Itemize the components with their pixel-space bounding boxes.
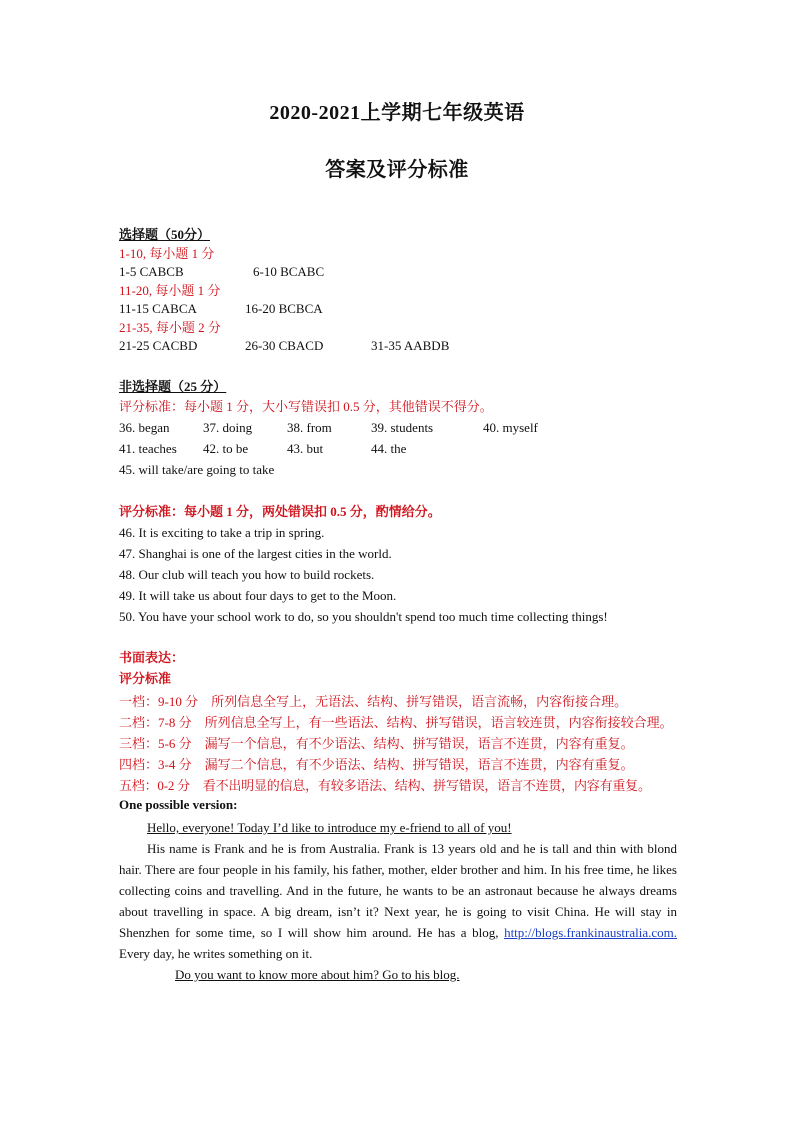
answer-group: 16-20 BCBCA bbox=[245, 301, 323, 316]
criteria-heading: 评分标准 bbox=[119, 671, 172, 686]
answer-item: 36. began bbox=[119, 420, 170, 435]
choice-heading: 选择题（50分） bbox=[119, 227, 211, 242]
nonchoice-answers-row-3: 45. will take/are going to take bbox=[119, 462, 275, 477]
sentence-50: 50. You have your school work to do, so you shouldn't spend too much time collecting things! bbox=[119, 609, 608, 624]
answer-group: 11-15 CABCA bbox=[119, 301, 197, 316]
criteria-level-3: 三档：5-6 分 漏写一个信息，有不少语法、结构、拼写错误，语言不连贯，内容有重复。 bbox=[119, 736, 634, 751]
answer-item: 44. the bbox=[371, 441, 407, 456]
choice-section bbox=[119, 226, 689, 356]
sentence-47: 47. Shanghai is one of the largest cities in the world. bbox=[119, 546, 392, 561]
sentence-48: 48. Our club will teach you how to build rockets. bbox=[119, 567, 375, 582]
answer-group: 26-30 CBACD bbox=[245, 338, 324, 353]
closing-text: Do you want to know more about him? Go to his blog. bbox=[175, 967, 460, 982]
choice-rule-3: 21-35, 每小题 2 分 bbox=[119, 319, 221, 335]
answer-item: 41. teaches bbox=[119, 441, 177, 456]
criteria-level-1: 一档：9-10 分 所列信息全写上，无语法、结构、拼写错误，语言流畅，内容衔接合理。 bbox=[119, 694, 628, 709]
answer-group: 6-10 BCABC bbox=[253, 264, 325, 279]
nonchoice-answers-row-1 bbox=[119, 419, 689, 440]
nonchoice-section bbox=[119, 378, 689, 629]
choice-answers-row-3 bbox=[119, 337, 689, 356]
sample-body bbox=[119, 838, 677, 964]
sentence-49: 49. It will take us about four days to get to the Moon. bbox=[119, 588, 397, 603]
answer-group: 31-35 AABDB bbox=[371, 338, 450, 353]
nonchoice-rule: 评分标准：每小题 1 分，大小写错误扣 0.5 分，其他错误不得分。 bbox=[119, 399, 493, 414]
writing-heading: 书面表达： bbox=[119, 650, 185, 665]
writing-section bbox=[119, 649, 677, 985]
page-title: 2020-2021上学期七年级英语 bbox=[269, 102, 525, 124]
greeting-text: Hello, everyone! Today I’d like to introduce my e-friend to all of you! bbox=[147, 820, 512, 835]
nonchoice-heading: 非选择题（25 分） bbox=[119, 379, 227, 394]
sample-closing bbox=[119, 964, 677, 985]
answer-item: 43. but bbox=[287, 441, 324, 456]
criteria-level-4: 四档：3-4 分 漏写二个信息，有不少语法、结构、拼写错误，语言不连贯，内容有重复。 bbox=[119, 757, 634, 772]
choice-rule-2: 11-20, 每小题 1 分 bbox=[119, 282, 221, 298]
answer-group: 1-5 CABCB bbox=[119, 264, 184, 279]
nonchoice-answers-row-2 bbox=[119, 440, 689, 461]
sample-greeting bbox=[119, 817, 677, 838]
body-text-end: Every day, he writes something on it. bbox=[119, 946, 313, 961]
answer-item: 42. to be bbox=[203, 441, 249, 456]
answer-item: 40. myself bbox=[483, 420, 538, 435]
body-text: His name is Frank and he is from Australia. Frank is 13 years old and he is tall and thin with blond hair. There are four people in his family, his father, mother, elder brother and him. In his free time, he likes collecting coins and travelling. And in the future, he wants to be an astronaut because he always dreams about travelling in space. A big dream, isn’t it? Next year, he is going to visit China. He will stay in Shenzhen for some time, so I will show him around. He has a blog, bbox=[119, 841, 677, 940]
criteria-level-2: 二档：7-8 分 所列信息全写上，有一些语法、结构、拼写错误，语言较连贯，内容衔接较合理。 bbox=[119, 715, 673, 730]
blog-link[interactable]: http://blogs.frankinaustralia.com. bbox=[504, 925, 677, 940]
choice-rule-1: 1-10, 每小题 1 分 bbox=[119, 245, 215, 261]
answer-group: 21-25 CACBD bbox=[119, 338, 198, 353]
answer-item: 37. doing bbox=[203, 420, 253, 435]
answer-item: 38. from bbox=[287, 420, 332, 435]
page-subtitle: 答案及评分标准 bbox=[325, 159, 469, 181]
sentence-46: 46. It is exciting to take a trip in spring. bbox=[119, 525, 325, 540]
choice-answers-row-2 bbox=[119, 300, 689, 319]
answer-item: 39. students bbox=[371, 420, 434, 435]
translation-rule: 评分标准：每小题 1 分，两处错误扣 0.5 分，酌情给分。 bbox=[119, 504, 441, 519]
criteria-level-5: 五档：0-2 分 看不出明显的信息，有较多语法、结构、拼写错误，语言不连贯，内容有重复。 bbox=[119, 778, 651, 793]
sample-heading: One possible version: bbox=[119, 797, 238, 812]
choice-answers-row-1 bbox=[119, 263, 689, 282]
